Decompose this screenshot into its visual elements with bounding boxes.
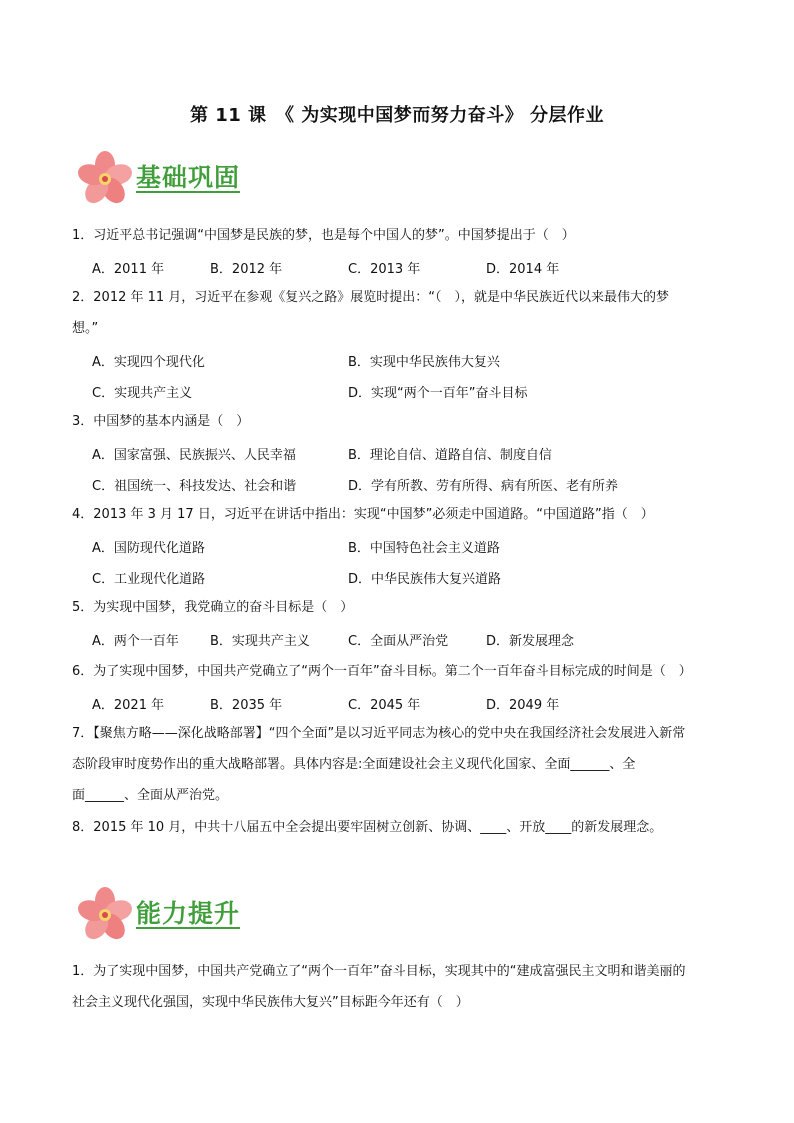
question-7-line-3: 面______、全面从严治党。 [72, 788, 229, 803]
option-c: C．实现共产主义 [92, 386, 193, 401]
section-header-basic [74, 150, 314, 210]
option-a: A．国防现代化道路 [92, 541, 205, 556]
option-d: D．2049 年 [486, 698, 560, 713]
option-c: C．2045 年 [348, 698, 421, 713]
option-d: D．新发展理念 [486, 634, 575, 649]
question-1-options [92, 258, 732, 278]
advanced-question-1-line-2: 社会主义现代化强国，实现中华民族伟大复兴”目标距今年还有（ ） [72, 995, 469, 1010]
option-c: C．全面从严治党 [348, 634, 449, 649]
question-2-options-row-1 [92, 351, 732, 371]
option-a: A．国家富强、民族振兴、人民幸福 [92, 448, 296, 463]
question-1: 1．习近平总书记强调“中国梦是民族的梦，也是每个中国人的梦”。中国梦提出于（ ） [72, 228, 575, 243]
flower-icon [74, 150, 136, 208]
question-2-line-2: 想。” [72, 321, 99, 336]
option-b: B．2035 年 [210, 698, 283, 713]
option-d: D．学有所教、劳有所得、病有所医、老有所养 [348, 479, 619, 494]
option-a: A．2021 年 [92, 698, 165, 713]
flower-icon [74, 886, 136, 944]
option-c: C．祖国统一、科技发达、社会和谐 [92, 479, 297, 494]
option-b: B．理论自信、道路自信、制度自信 [348, 448, 552, 463]
question-6-options [92, 694, 732, 714]
option-a: A．2011 年 [92, 262, 165, 277]
section-title-basic: 基础巩固 [136, 163, 241, 192]
option-d: D．2014 年 [486, 262, 560, 277]
question-7-line-1: 7．【聚焦方略——深化战略部署】“四个全面”是以习近平同志为核心的党中央在我国经济社会发展进入新常 [72, 726, 686, 741]
option-a: A．两个一百年 [92, 634, 179, 649]
question-5-options [92, 630, 732, 650]
option-b: B．实现中华民族伟大复兴 [348, 355, 500, 370]
page-title: 第 11 课 《 为实现中国梦而努力奋斗》 分层作业 [189, 105, 605, 126]
option-d: D．中华民族伟大复兴道路 [348, 572, 502, 587]
section-title-advanced: 能力提升 [136, 899, 241, 928]
option-b: B．2012 年 [210, 262, 283, 277]
question-4: 4．2013 年 3 月 17 日，习近平在讲话中指出：实现“中国梦”必须走中国道路。“中国道路”指（ ） [72, 507, 654, 522]
option-a: A．实现四个现代化 [92, 355, 205, 370]
section-header-advanced [74, 886, 314, 946]
option-c: C．2013 年 [348, 262, 421, 277]
question-7-line-2: 态阶段审时度势作出的重大战略部署。具体内容是:全面建设社会主义现代化国家、全面______、全 [72, 757, 636, 772]
question-3-options-row-1 [92, 444, 732, 464]
question-6: 6．为了实现中国梦，中国共产党确立了“两个一百年”奋斗目标。第二个一百年奋斗目标完成的时间是（ ） [72, 664, 692, 679]
question-3: 3．中国梦的基本内涵是（ ） [72, 414, 250, 429]
question-4-options-row-1 [92, 537, 732, 557]
question-2-options-row-2 [92, 382, 732, 402]
question-2-line-1: 2．2012 年 11 月，习近平在参观《复兴之路》展览时提出：“（ ），就是中华民族近代以来最伟大的梦 [72, 290, 670, 305]
option-d: D．实现“两个一百年”奋斗目标 [348, 386, 528, 401]
question-3-options-row-2 [92, 475, 732, 495]
question-4-options-row-2 [92, 568, 732, 588]
advanced-question-1-line-1: 1．为了实现中国梦，中国共产党确立了“两个一百年”奋斗目标，实现其中的“建成富强民主文明和谐美丽的 [72, 964, 686, 979]
option-b: B．中国特色社会主义道路 [348, 541, 500, 556]
option-c: C．工业现代化道路 [92, 572, 206, 587]
question-8: 8．2015 年 10 月，中共十八届五中全会提出要牢固树立创新、协调、____、开放____的新发展理念。 [72, 820, 663, 835]
option-b: B．实现共产主义 [210, 634, 310, 649]
question-5: 5．为实现中国梦，我党确立的奋斗目标是（ ） [72, 600, 354, 615]
